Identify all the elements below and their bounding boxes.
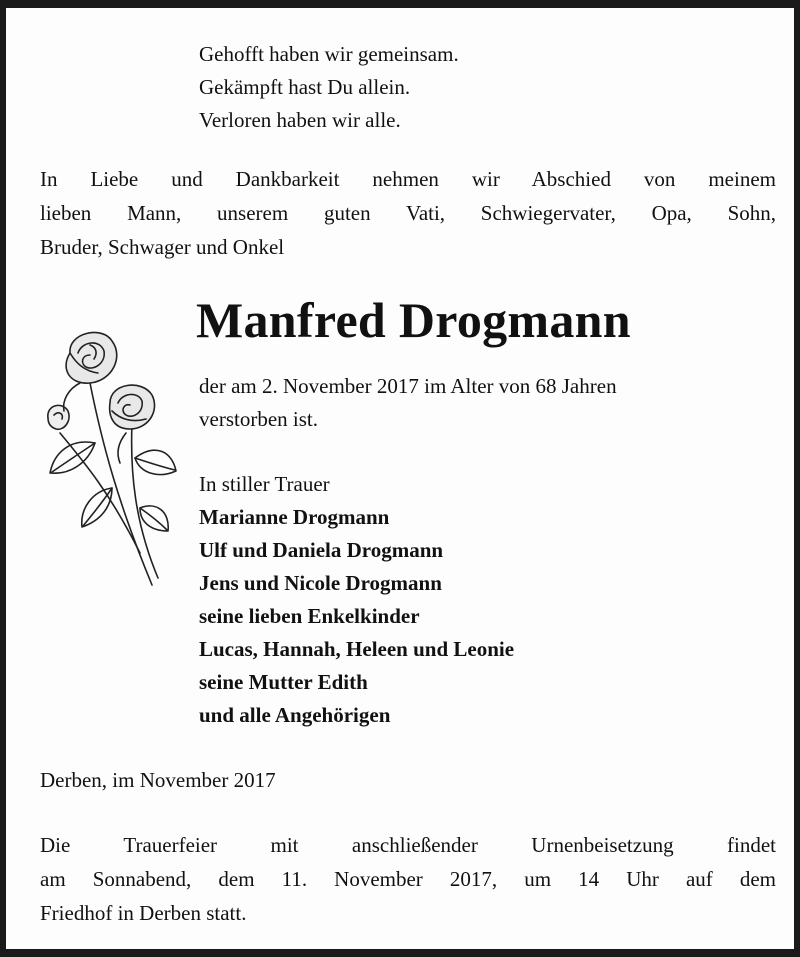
death-notice bbox=[199, 370, 617, 436]
mourner-name: und alle Angehörigen bbox=[199, 703, 391, 727]
roses-illustration-icon bbox=[40, 323, 180, 593]
place-date: Derben, im November 2017 bbox=[40, 768, 276, 792]
mourner-name: seine Mutter Edith bbox=[199, 670, 368, 694]
mourner-name: Lucas, Hannah, Heleen und Leonie bbox=[199, 637, 515, 661]
funeral-line: Friedhof in Derben statt. bbox=[40, 901, 247, 925]
funeral-line: Die Trauerfeier mit anschließender Urnenbeisetzung findet bbox=[40, 833, 776, 857]
funeral-line: am Sonnabend, dem 11. November 2017, um 14 Uhr auf dem bbox=[40, 867, 776, 891]
mourners-heading: In stiller Trauer bbox=[199, 472, 330, 496]
deceased-name: Manfred Drogmann bbox=[196, 292, 631, 348]
mourner-name: Jens und Nicole Drogmann bbox=[199, 571, 442, 595]
intro-line: lieben Mann, unserem guten Vati, Schwiegervater, Opa, Sohn, bbox=[40, 201, 776, 225]
mourners-list bbox=[199, 468, 514, 732]
poem-line: Verloren haben wir alle. bbox=[199, 108, 401, 132]
intro-line: In Liebe und Dankbarkeit nehmen wir Abschied von meinem bbox=[40, 167, 776, 191]
mourner-name: Marianne Drogmann bbox=[199, 505, 390, 529]
mourner-name: Ulf und Daniela Drogmann bbox=[199, 538, 444, 562]
death-notice-line: der am 2. November 2017 im Alter von 68 Jahren bbox=[199, 374, 617, 398]
poem-line: Gekämpft hast Du allein. bbox=[199, 75, 411, 99]
poem bbox=[199, 38, 459, 137]
poem-line: Gehofft haben wir gemeinsam. bbox=[199, 42, 459, 66]
funeral-info bbox=[40, 828, 776, 930]
intro-text bbox=[40, 162, 776, 264]
mourner-name: seine lieben Enkelkinder bbox=[199, 604, 420, 628]
death-notice-line: verstorben ist. bbox=[199, 407, 318, 431]
intro-line: Bruder, Schwager und Onkel bbox=[40, 235, 285, 259]
